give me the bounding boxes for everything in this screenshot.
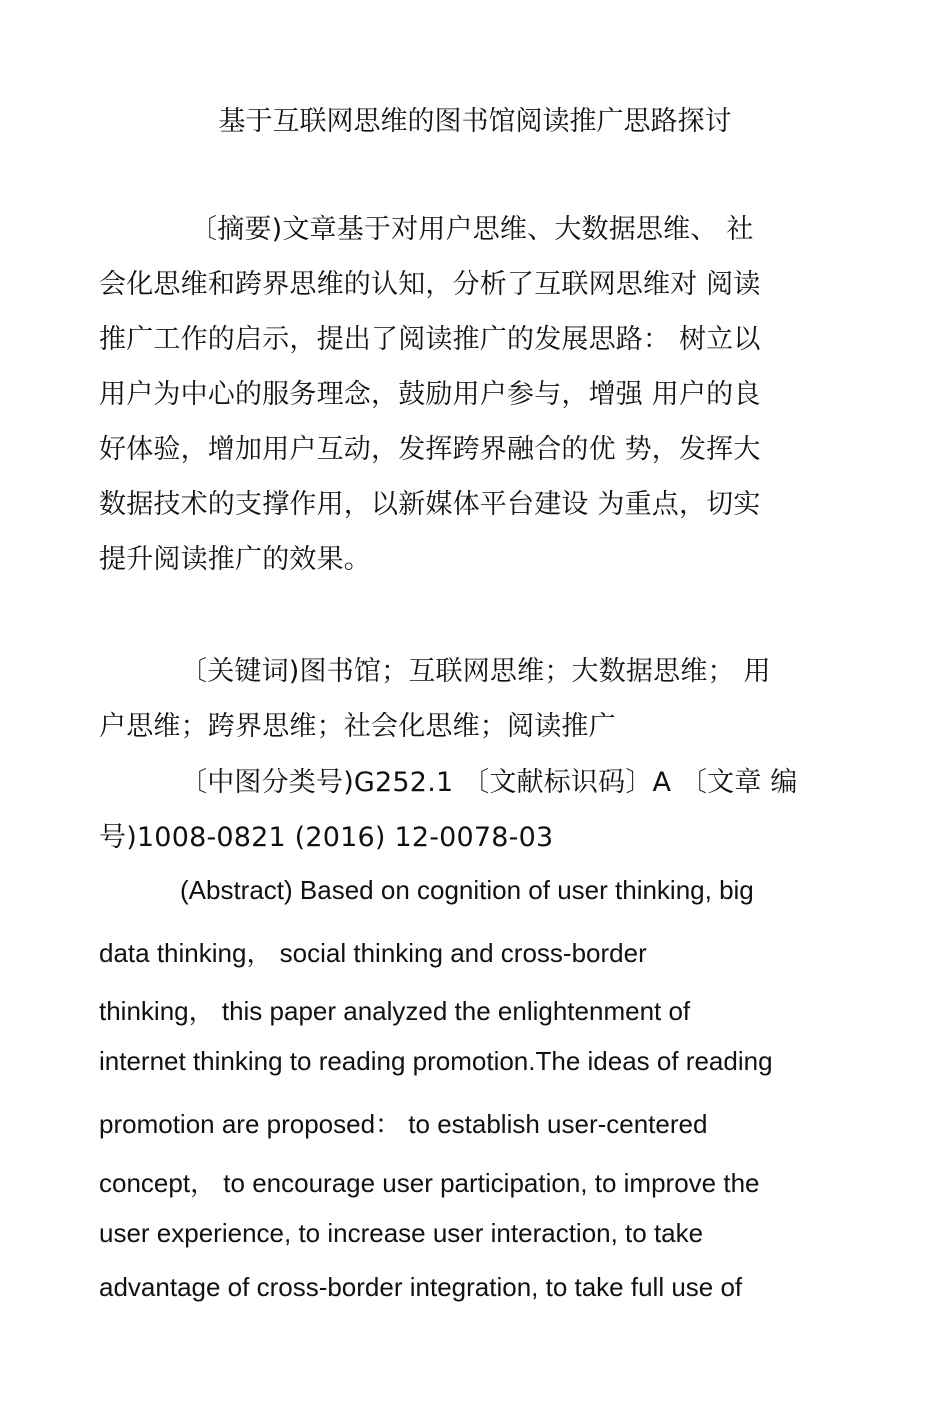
classification-line: 号)1008-0821 (2016) 12-0078-03 (99, 822, 554, 853)
abstract-en-line: internet thinking to reading promotion.The ideas of reading (99, 1046, 773, 1076)
abstract-en-line: concept， to encourage user participation, to improve the (99, 1168, 760, 1198)
abstract-en-line: promotion are proposed： to establish user-centered (99, 1109, 708, 1139)
abstract-cn-line: 〔摘要)文章基于对用户思维、大数据思维、 社 (190, 214, 754, 245)
document-title: 基于互联网思维的图书馆阅读推广思路探讨 (218, 106, 732, 137)
abstract-cn-line: 好体验，增加用户互动，发挥跨界融合的优 势，发挥大 (99, 434, 761, 465)
abstract-cn-line: 会化思维和跨界思维的认知，分析了互联网思维对 阅读 (99, 269, 761, 300)
abstract-en-line: data thinking， social thinking and cross-border (99, 938, 647, 968)
abstract-cn-line: 提升阅读推广的效果。 (99, 544, 371, 575)
keywords-line: 〔关键词)图书馆；互联网思维；大数据思维； 用 (180, 656, 771, 687)
abstract-cn-line: 用户为中心的服务理念，鼓励用户参与，增强 用户的良 (99, 379, 761, 410)
keywords-line: 户思维；跨界思维；社会化思维；阅读推广 (99, 711, 616, 742)
abstract-en-line: advantage of cross-border integration, to take full use of (99, 1272, 743, 1302)
classification-line: 〔中图分类号)G252.1 〔文献标识码〕A 〔文章 编 (180, 767, 798, 798)
abstract-cn-line: 推广工作的启示，提出了阅读推广的发展思路： 树立以 (99, 324, 761, 355)
abstract-en-line: (Abstract) Based on cognition of user thinking, big (180, 875, 754, 905)
abstract-cn-line: 数据技术的支撑作用，以新媒体平台建设 为重点，切实 (99, 489, 761, 520)
abstract-en-line: thinking， this paper analyzed the enlightenment of (99, 996, 691, 1026)
abstract-en-line: user experience, to increase user interaction, to take (99, 1218, 704, 1248)
